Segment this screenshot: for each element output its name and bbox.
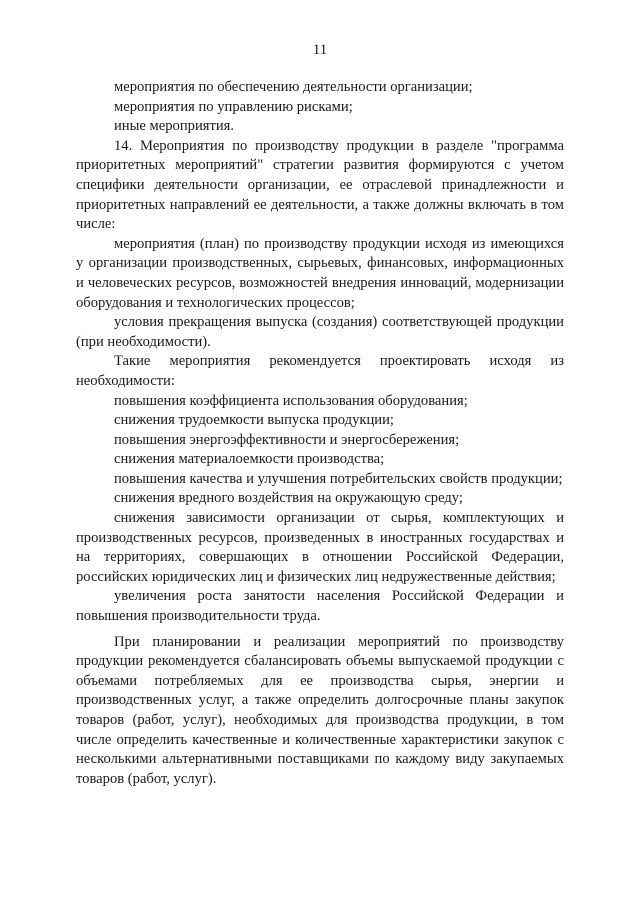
page-number: 11 xyxy=(312,42,328,58)
paragraph-design-intro: Такие мероприятия рекомендуется проектировать исходя из необходимости: xyxy=(76,353,564,389)
list-item-labor-intensity: снижения трудоемкости выпуска продукции; xyxy=(114,412,394,429)
list-item-equipment-utilization: повышения коэффициента использования оборудования; xyxy=(114,392,468,409)
paragraph-item-other-measures: иные мероприятия. xyxy=(114,118,235,135)
list-item-import-dependency: снижения зависимости организации от сырья, комплектующих и производственных ресурсов, произведенных в иностранных государствах и на территориях, совершающих в отношении Российской Федерации, российских юридических лиц и физических лиц недружественные действия; xyxy=(76,510,564,585)
list-item-environmental-impact: снижения вредного воздействия на окружающую среду; xyxy=(114,490,463,507)
document-body xyxy=(76,78,564,789)
list-item-energy-efficiency: повышения энергоэффективности и энергосбережения; xyxy=(114,431,460,448)
list-item-quality-improvement: повышения качества и улучшения потребительских свойств продукции; xyxy=(114,470,563,487)
paragraph-production-plan: мероприятия (план) по производству продукции исходя из имеющихся у организации производственных, сырьевых, финансовых, информационных и человеческих ресурсов, возможностей внедрения инноваций, модернизации оборудования и технологических процессов; xyxy=(76,235,564,311)
paragraph-discontinuation-conditions: условия прекращения выпуска (создания) соответствующей продукции (при необходимости). xyxy=(76,314,564,350)
paragraph-planning-balance: При планировании и реализации мероприятий по производству продукции рекомендуется сбалансировать объемы выпускаемой продукции с объемами потребляемых для ее производства сырья, энергии и производственных услуг, а также определить долгосрочные планы закупок товаров (работ, услуг), необходимых для производства продукции, в том числе определить качественные и количественные характеристики закупок с несколькими альтернативными поставщиками по каждому виду закупаемых товаров (работ, услуг). xyxy=(76,633,564,787)
list-item-employment-growth: увеличения роста занятости населения Российской Федерации и повышения производительности труда. xyxy=(76,588,564,625)
list-item-material-intensity: снижения материалоемкости производства; xyxy=(114,451,385,468)
paragraph-item-support-measures: мероприятия по обеспечению деятельности организации; xyxy=(114,79,473,95)
paragraph-section-14: 14. Мероприятия по производству продукции в разделе "программа приоритетных мероприятий" стратегии развития формируются с учетом специфики деятельности организации, ее отраслевой принадлежности и приоритетных направлений ее деятельности, а также должны включать в том числе: xyxy=(76,137,564,233)
paragraph-item-risk-measures: мероприятия по управлению рисками; xyxy=(114,98,353,115)
